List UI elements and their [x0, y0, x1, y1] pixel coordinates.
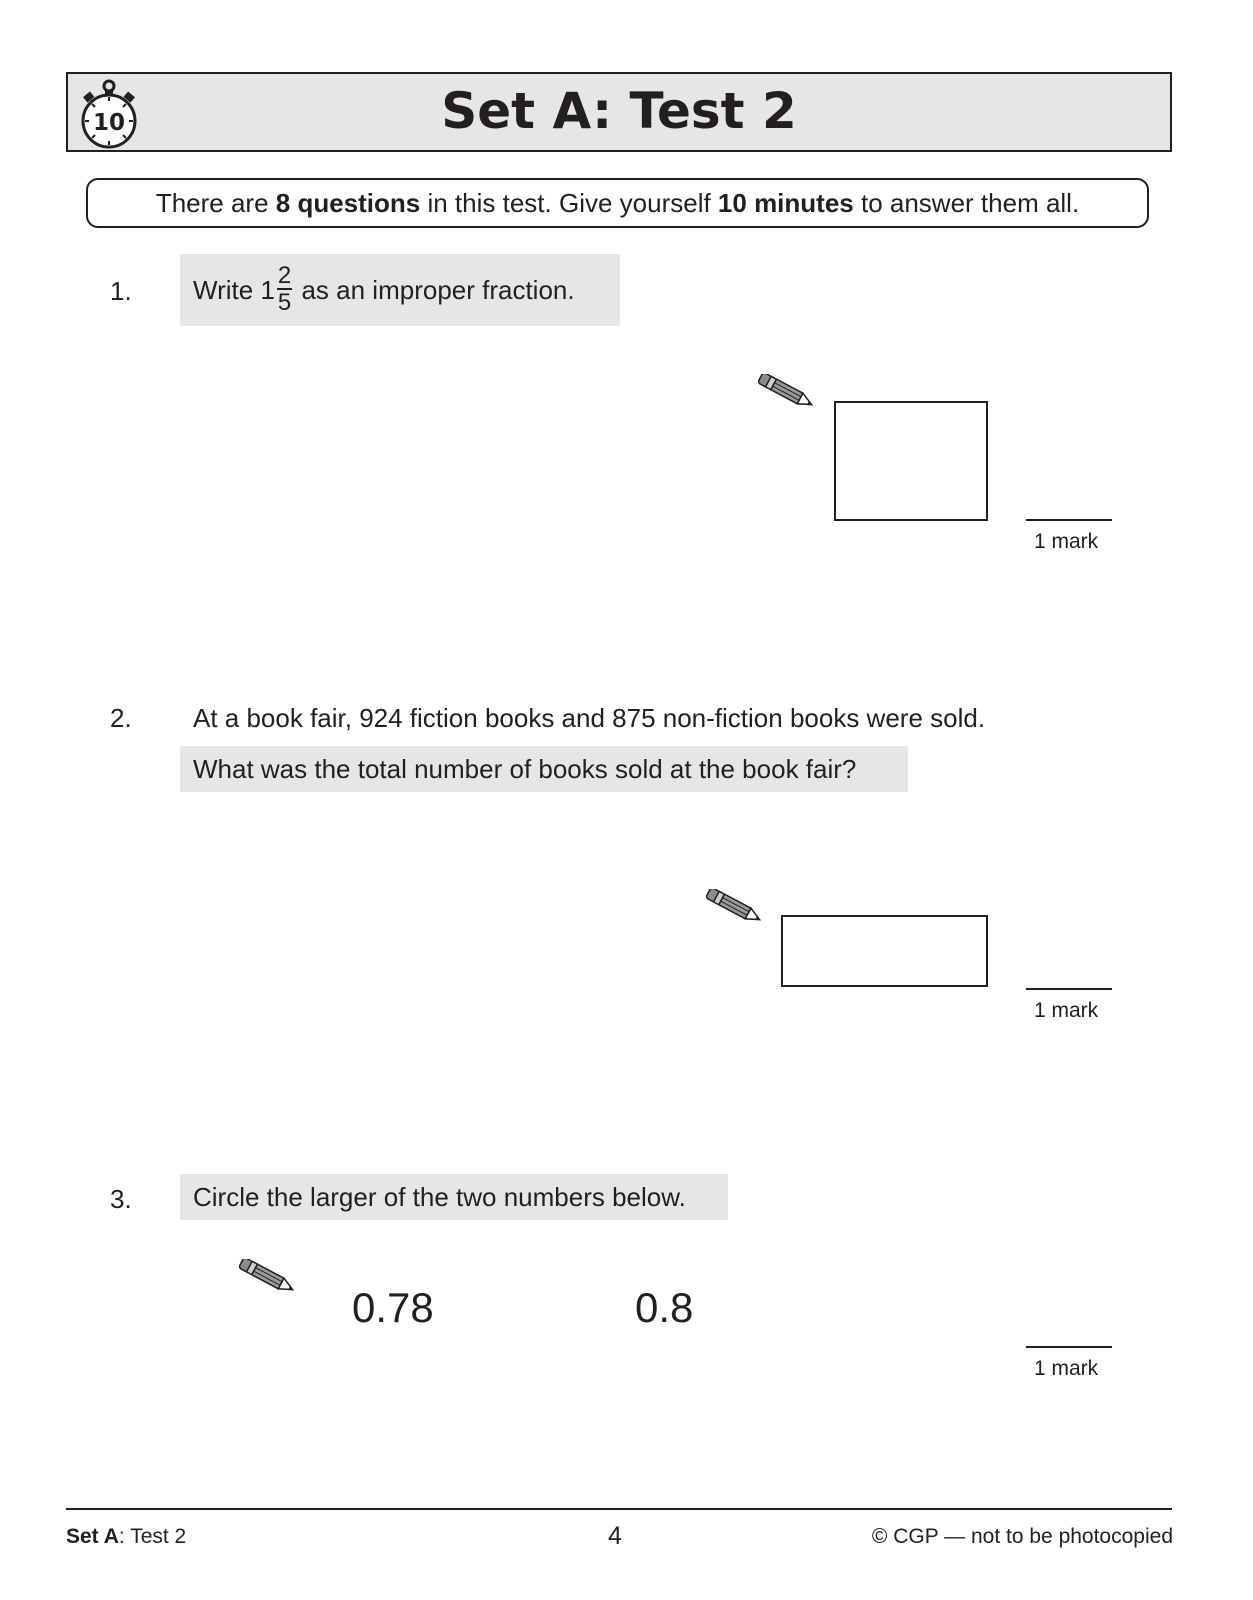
answer-box[interactable]: [781, 915, 988, 987]
pencil-icon: [755, 374, 817, 408]
page-title: Set A: Test 2: [441, 82, 797, 140]
option-number-1[interactable]: 0.78: [352, 1284, 434, 1331]
mark-label: 1 mark: [1034, 530, 1099, 553]
question-3-prompt: Circle the larger of the two numbers below.: [180, 1174, 728, 1220]
footer-divider: [66, 1508, 1172, 1510]
instruction-box: There are 8 questions in this test. Give yourself 10 minutes to answer them all.: [86, 178, 1149, 228]
option-number-2[interactable]: 0.8: [635, 1284, 694, 1331]
question-2-context: At a book fair, 924 fiction books and 875 non-fiction books were sold.: [193, 703, 986, 733]
question-1-prompt: Write 1 $\frac{2}{5}$ as an improper fraction.: [180, 254, 620, 326]
question-number: 2.: [110, 703, 132, 733]
pencil-icon: [236, 1259, 298, 1293]
footer-copyright: © CGP — not to be photocopied: [871, 1525, 1173, 1548]
question-number: 3.: [110, 1184, 132, 1214]
pencil-icon: [703, 889, 765, 923]
mark-label: 1 mark: [1034, 1357, 1099, 1380]
footer-test-label: Set A: Test 2: [66, 1525, 187, 1548]
mark-line: [1026, 1346, 1112, 1348]
header-banner: [66, 72, 1172, 152]
page-number: 4: [608, 1522, 622, 1550]
answer-box[interactable]: [834, 401, 988, 521]
mixed-fraction: $\frac{2}{5}$: [277, 261, 292, 316]
mark-line: [1026, 519, 1112, 521]
question-number: 1.: [110, 276, 132, 306]
mark-line: [1026, 988, 1112, 990]
question-2-prompt: What was the total number of books sold at the book fair?: [180, 746, 908, 792]
timer-minutes: 10: [92, 110, 126, 136]
stopwatch-icon: [78, 76, 140, 150]
mark-label: 1 mark: [1034, 999, 1099, 1022]
